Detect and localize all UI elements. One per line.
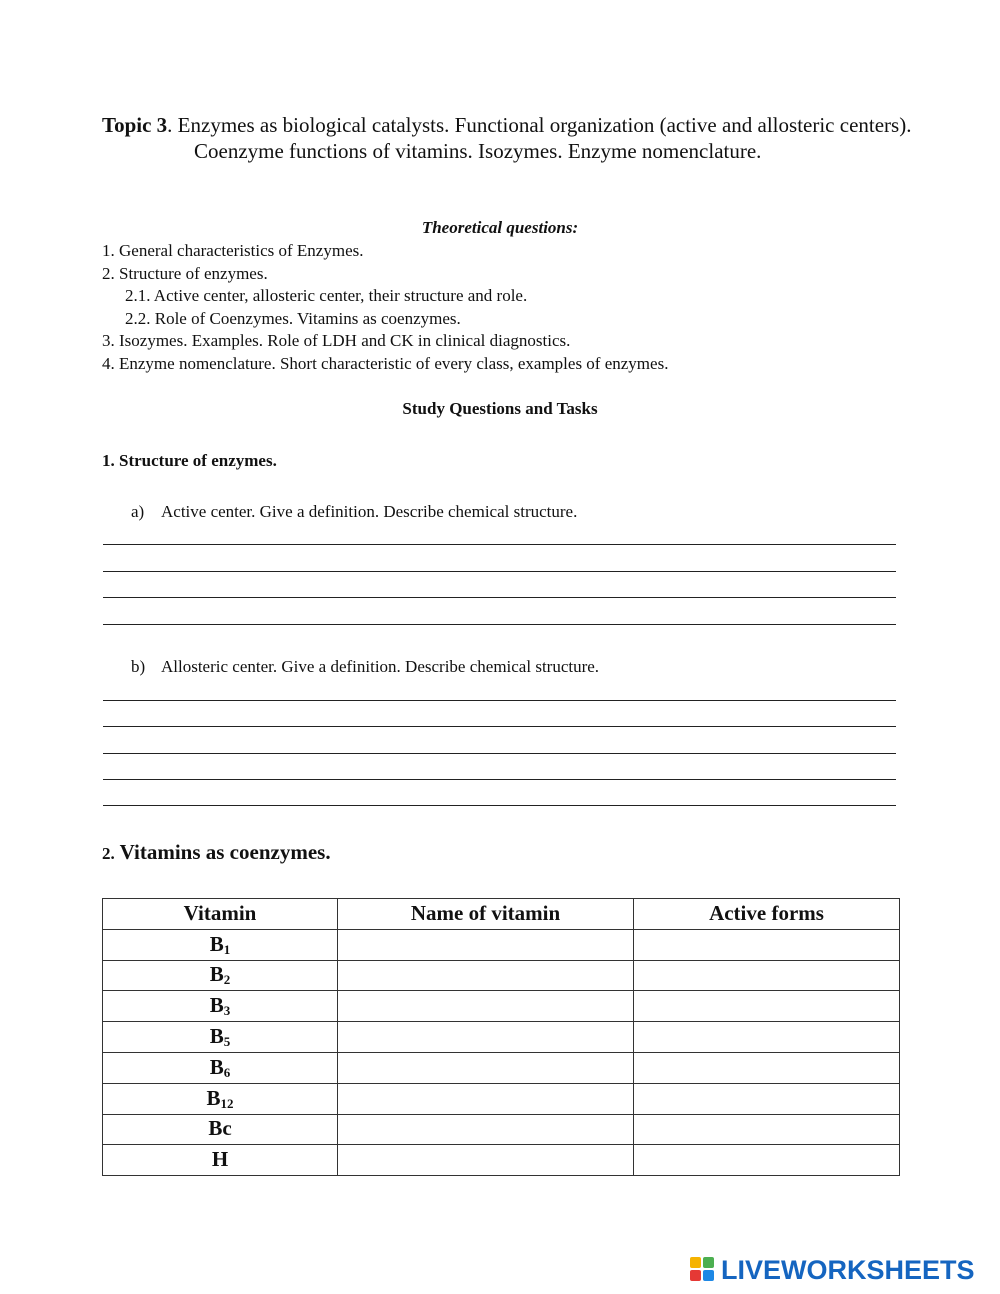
answer-line-a2[interactable] <box>103 571 896 572</box>
answer-line-b5[interactable] <box>103 805 896 806</box>
active-form-answer-cell[interactable] <box>634 991 900 1022</box>
list-item: 4. Enzyme nomenclature. Short characteristic of every class, examples of enzymes. <box>102 353 669 373</box>
table-row <box>103 1022 900 1053</box>
name-answer-cell[interactable] <box>338 1145 634 1176</box>
header-active-forms: Active forms <box>634 899 900 930</box>
active-form-answer-cell[interactable] <box>634 1083 900 1114</box>
vitamin-cell: $B_3$ <box>103 991 338 1022</box>
theoretical-list <box>102 240 668 376</box>
question-a <box>131 502 577 522</box>
name-answer-cell[interactable] <box>338 1052 634 1083</box>
section2-text: Vitamins as coenzymes. <box>114 840 331 864</box>
answer-line-a4[interactable] <box>103 624 896 625</box>
vitamin-cell: $B_6$ <box>103 1052 338 1083</box>
topic-title-text: . Enzymes as biological catalysts. Functional organization (active and allosteric centers). Coenzyme functions of vitamins. Isozymes. Enzyme nomenclature. <box>167 113 912 163</box>
section2-number: 2. <box>102 844 115 863</box>
question-a-letter: a) <box>131 502 145 521</box>
name-answer-cell[interactable] <box>338 1114 634 1145</box>
answer-line-b4[interactable] <box>103 779 896 780</box>
table-row <box>103 929 900 960</box>
section1-title: 1. Structure of enzymes. <box>102 451 277 470</box>
theoretical-heading: Theoretical questions: <box>421 218 579 237</box>
study-heading: Study Questions and Tasks <box>402 399 598 418</box>
section2-title <box>102 840 331 865</box>
answer-line-a1[interactable] <box>103 544 896 545</box>
list-item: 2.2. Role of Coenzymes. Vitamins as coenzymes. <box>125 308 461 328</box>
answer-line-b3[interactable] <box>103 753 896 754</box>
active-form-answer-cell[interactable] <box>634 1145 900 1176</box>
name-answer-cell[interactable] <box>338 991 634 1022</box>
list-item: 3. Isozymes. Examples. Role of LDH and CK in clinical diagnostics. <box>102 331 571 351</box>
question-b <box>131 657 599 677</box>
table-row <box>103 1052 900 1083</box>
list-item: 1. General characteristics of Enzymes. <box>102 241 364 260</box>
vitamin-cell: $B_2$ <box>103 960 338 991</box>
answer-line-b2[interactable] <box>103 726 896 727</box>
vitamins-table <box>102 898 900 1176</box>
liveworksheets-logo-text: LIVEWORKSHEETS <box>721 1254 975 1285</box>
table-header-row <box>103 899 900 930</box>
table-row <box>103 1145 900 1176</box>
question-b-text: Allosteric center. Give a definition. Describe chemical structure. <box>161 657 600 676</box>
list-item: 2. Structure of enzymes. <box>102 263 268 283</box>
active-form-answer-cell[interactable] <box>634 960 900 991</box>
name-answer-cell[interactable] <box>338 960 634 991</box>
answer-line-a3[interactable] <box>103 597 896 598</box>
table-row <box>103 1083 900 1114</box>
name-answer-cell[interactable] <box>338 929 634 960</box>
active-form-answer-cell[interactable] <box>634 1114 900 1145</box>
table-row <box>103 960 900 991</box>
header-vitamin: Vitamin <box>103 899 338 930</box>
table-row <box>103 991 900 1022</box>
vitamin-cell: $B_1$ <box>103 929 338 960</box>
table-row <box>103 1114 900 1145</box>
question-a-text: Active center. Give a definition. Describe chemical structure. <box>161 502 578 521</box>
liveworksheets-logo <box>690 1256 975 1284</box>
vitamin-cell: $B_{12}$ <box>103 1083 338 1114</box>
name-answer-cell[interactable] <box>338 1022 634 1053</box>
active-form-answer-cell[interactable] <box>634 929 900 960</box>
active-form-answer-cell[interactable] <box>634 1022 900 1053</box>
vitamin-cell: H <box>103 1145 338 1176</box>
list-item: 2.1. Active center, allosteric center, their structure and role. <box>125 286 528 306</box>
active-form-answer-cell[interactable] <box>634 1052 900 1083</box>
question-b-letter: b) <box>131 657 146 676</box>
vitamin-cell: $B_5$ <box>103 1022 338 1053</box>
vitamin-cell: Bc <box>103 1114 338 1145</box>
topic-title <box>102 112 994 164</box>
liveworksheets-logo-icon <box>690 1257 718 1283</box>
name-answer-cell[interactable] <box>338 1083 634 1114</box>
header-name-of-vitamin: Name of vitamin <box>338 899 634 930</box>
topic-label: Topic 3 <box>102 113 168 137</box>
answer-line-b1[interactable] <box>103 700 896 701</box>
